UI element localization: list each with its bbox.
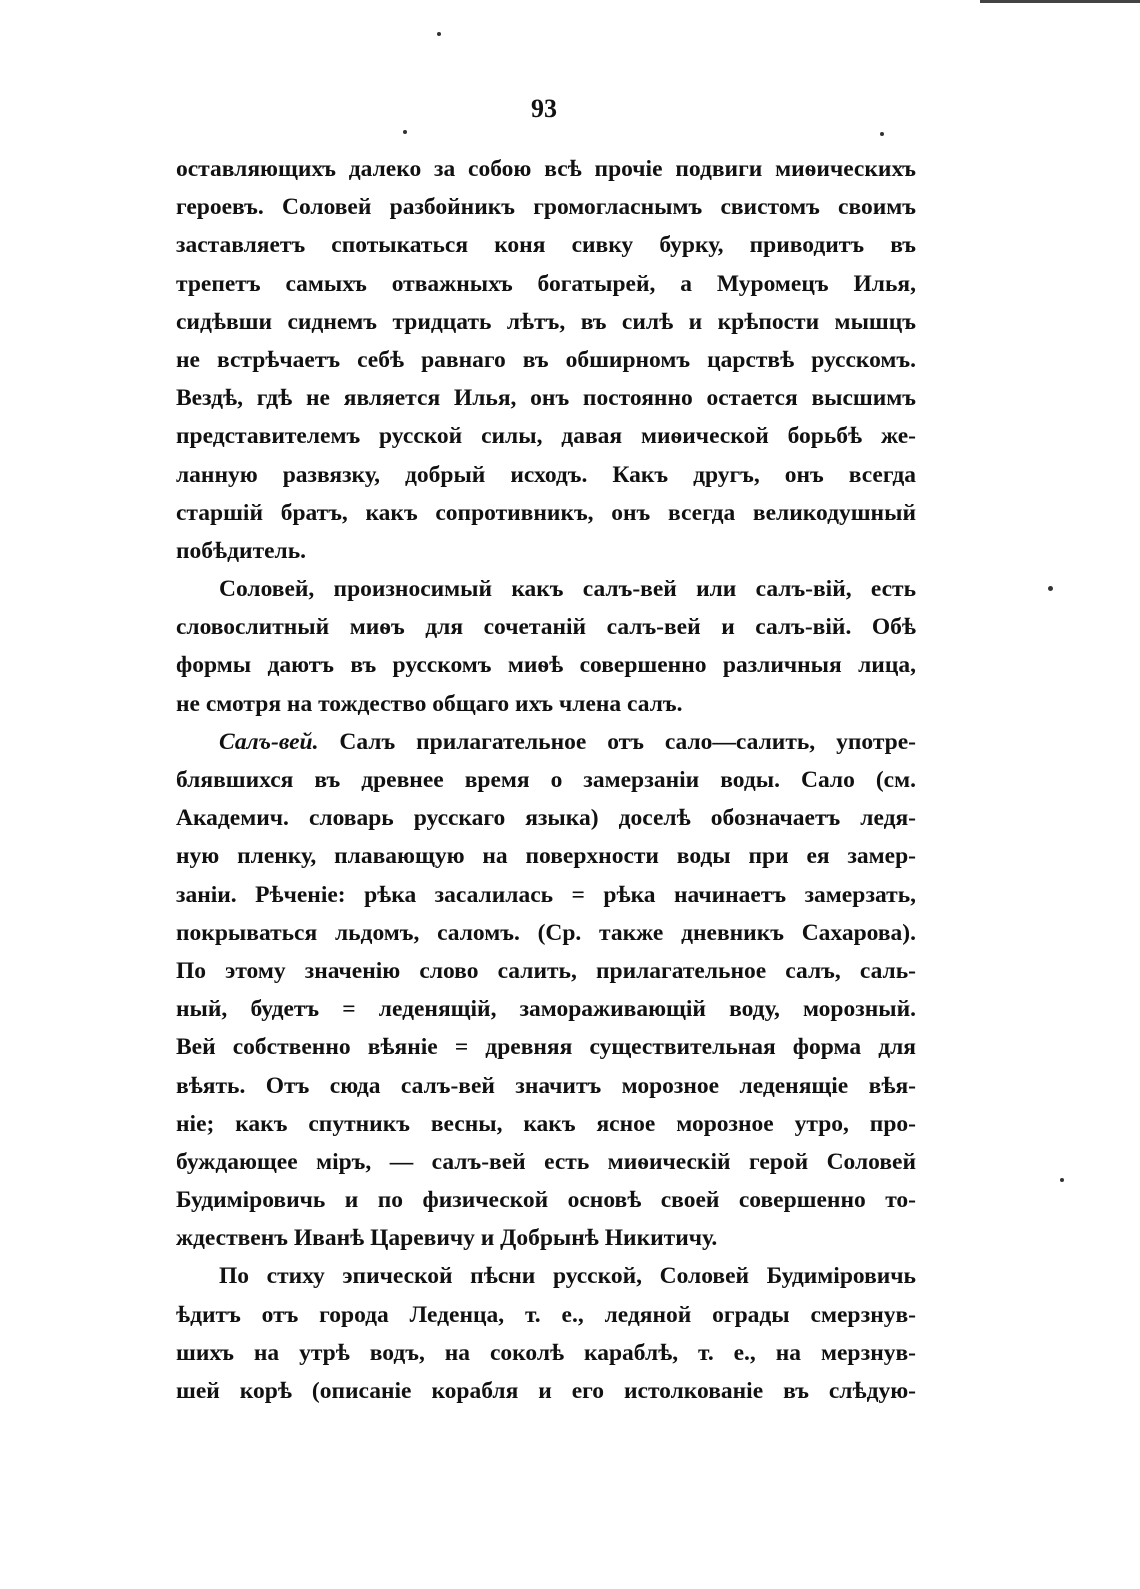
text-line: побѣдитель. [176,537,307,564]
text-line: блявшихся въ древнее время о замерзаніи воды. Сало (см. [176,767,916,793]
text-line: ланную развязку, добрый исходъ. Какъ другъ, онъ всегда [176,461,916,488]
text-line: сидѣвши сиднемъ тридцать лѣтъ, въ силѣ и крѣпости мышцъ [176,308,916,335]
scan-speck [1060,1178,1064,1182]
text-line: Будиміровичь и по физической основѣ своей совершенно то- [176,1187,916,1214]
text-line: ѣдитъ отъ города Леденца, т. е., ледяной ограды смерзнув- [176,1301,916,1328]
line-rest: Салъ прилагательное отъ сало—салить, употре- [318,728,916,755]
body-text [176,150,916,1410]
text-line: представителемъ русской силы, давая миѳической борьбѣ же- [176,423,916,450]
paragraph-1 [176,150,916,570]
text-line: шихъ на утрѣ водъ, на соколѣ караблѣ, т. е., на мерзнув- [176,1339,916,1366]
text-line [176,723,916,761]
text-line: ніе; какъ спутникъ весны, какъ ясное морозное утро, про- [176,1110,916,1137]
text-line: вѣять. Отъ сюда салъ-вей значитъ морозное леденящіе вѣя- [176,1072,916,1099]
text-line: трепетъ самыхъ отважныхъ богатырей, а Муромецъ Илья, [176,270,916,297]
paragraph-2 [176,570,916,723]
text-line: Вездѣ, гдѣ не является Илья, онъ постоянно остается высшимъ [176,385,916,412]
text-line: ждественъ Иванѣ Царевичу и Добрынѣ Никитичу. [176,1225,718,1252]
text-line: не смотря на тождество общаго ихъ члена салъ. [176,690,683,717]
text-line: заніи. Рѣченіе: рѣка засалилась = рѣка начинаетъ замерзать, [176,881,916,908]
text-line: словослитный миѳъ для сочетаній салъ-вей и салъ-вій. Обѣ [176,614,916,641]
scan-speck [880,132,884,136]
text-line: Академич. словарь русскаго языка) доселѣ обозначаетъ ледя- [176,805,916,832]
text-line: заставляетъ спотыкаться коня сивку бурку, приводитъ въ [176,232,916,259]
paragraph-4 [176,1257,916,1410]
text-line: По стиху эпической пѣсни русской, Соловей Будиміровичь [219,1263,916,1290]
text-line: По этому значенію слово салить, прилагательное салъ, саль- [176,957,916,984]
text-line: шей корѣ (описаніе корабля и его истолкованіе въ слѣдую- [176,1378,916,1404]
text-line: старшій братъ, какъ сопротивникъ, онъ всегда великодушный [176,499,916,526]
text-line: буждающее міръ, — салъ-вей есть миѳическій герой Соловей [176,1148,916,1175]
text-line: ную пленку, плавающую на поверхности воды при ея замер- [176,843,916,870]
scan-speck [403,130,407,134]
paragraph-3 [176,723,916,1258]
text-line: оставляющихъ далеко за собою всѣ прочіе подвиги миѳическихъ [176,156,916,182]
text-line: покрываться льдомъ, саломъ. (Ср. также дневникъ Сахарова). [176,919,916,946]
text-line: ный, будетъ = леденящій, замораживающій воду, морозный. [176,996,916,1023]
scan-speck [1048,586,1053,591]
text-line: героевъ. Соловей разбойникъ громогласнымъ свистомъ своимъ [176,194,916,221]
text-line: Соловей, произносимый какъ салъ-вей или салъ-вій, есть [219,576,916,603]
text-line: не встрѣчаетъ себѣ равнаго въ обширномъ царствѣ русскомъ. [176,346,916,373]
italic-term: Салъ-вей. [219,728,319,755]
text-line: формы даютъ въ русскомъ миѳѣ совершенно различныя лица, [176,652,916,679]
scan-edge-mark [980,0,1140,3]
page-number: 93 [531,94,557,123]
scan-speck [437,32,441,36]
text-line: Вей собственно вѣяніе = древняя существительная форма для [176,1034,916,1061]
